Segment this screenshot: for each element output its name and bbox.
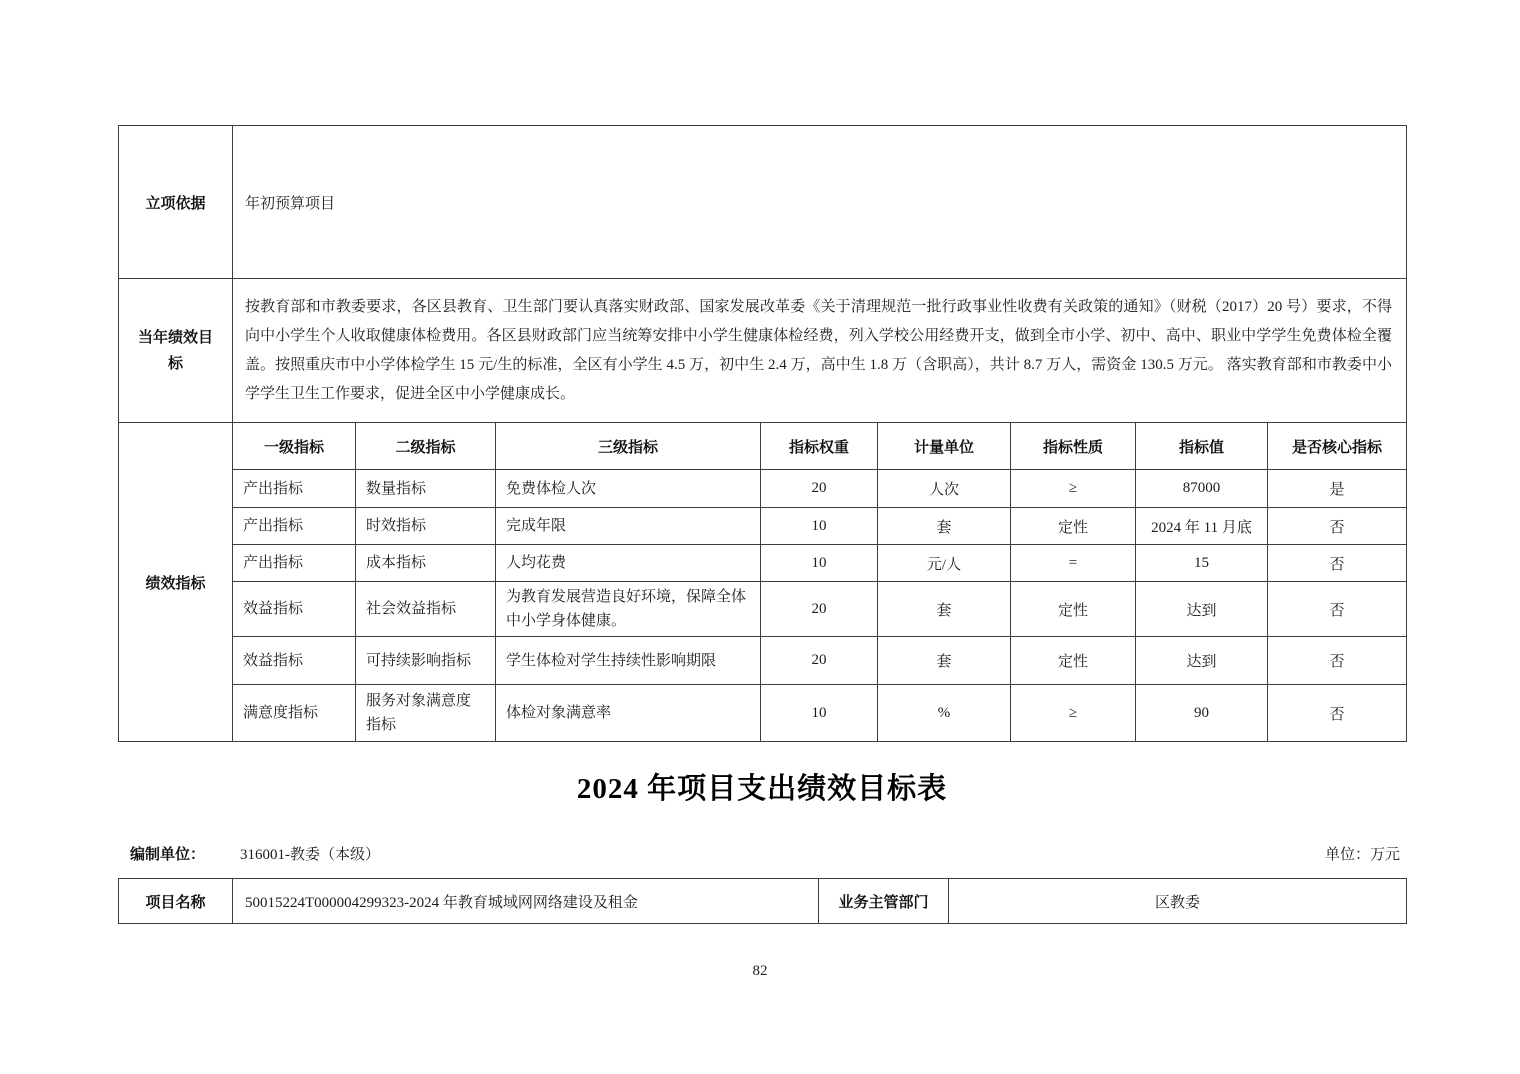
cell-nature: 定性 <box>1011 582 1136 637</box>
cell-level1: 产出指标 <box>233 470 356 508</box>
cell-level3: 学生体检对学生持续性影响期限 <box>496 637 761 685</box>
indicator-row <box>119 685 1407 742</box>
cell-core: 否 <box>1268 685 1407 742</box>
cell-core: 是 <box>1268 470 1407 508</box>
cell-level2: 社会效益指标 <box>356 582 496 637</box>
header-level1: 一级指标 <box>233 423 356 470</box>
annual-goal-value: 按教育部和市教委要求，各区县教育、卫生部门要认真落实财政部、国家发展改革委《关于清理规范一批行政事业性收费有关政策的通知》（财税（2017）20 号）要求，不得向中小学生个人收取健康体检费用。各区县财政部门应当统筹安排中小学生健康体检经费，列入学校公用经费开支，做到全市小学、初中、高中、职业中学学生免费体检全覆盖。按照重庆市中小学体检学生 15 元/生的标准，全区有小学生 4.5 万，初中生 2.4 万，高中生 1.8 万（含职高），共计 8.7 万人，需资金 130.5 万元。 落实教育部和市教委中小学学生卫生工作要求，促进全区中小学健康成长。 <box>233 279 1407 423</box>
cell-nature: ≥ <box>1011 685 1136 742</box>
cell-level3: 体检对象满意率 <box>496 685 761 742</box>
cell-value: 达到 <box>1136 637 1268 685</box>
cell-core: 否 <box>1268 545 1407 582</box>
cell-level1: 效益指标 <box>233 582 356 637</box>
annual-goal-label <box>119 279 233 423</box>
header-level3: 三级指标 <box>496 423 761 470</box>
cell-level3: 免费体检人次 <box>496 470 761 508</box>
indicator-header-row <box>119 423 1407 470</box>
page-title: 2024 年项目支出绩效目标表 <box>576 773 948 805</box>
cell-weight: 10 <box>761 685 878 742</box>
cell-level2-text: 服务对象满意度指标 <box>366 693 472 733</box>
row-project-basis <box>119 126 1407 279</box>
cell-unit: 套 <box>878 582 1011 637</box>
header-value: 指标值 <box>1136 423 1268 470</box>
cell-level1: 产出指标 <box>233 508 356 545</box>
competent-department-value: 区教委 <box>949 879 1407 924</box>
cell-value: 达到 <box>1136 582 1268 637</box>
project-basis-label: 立项依据 <box>119 126 233 279</box>
cell-nature: 定性 <box>1011 508 1136 545</box>
header-unit: 计量单位 <box>878 423 1011 470</box>
header-weight: 指标权重 <box>761 423 878 470</box>
project-basis-value: 年初预算项目 <box>233 126 1407 279</box>
cell-nature: = <box>1011 545 1136 582</box>
project-info-table <box>118 878 1407 924</box>
cell-nature: ≥ <box>1011 470 1136 508</box>
cell-weight: 20 <box>761 470 878 508</box>
cell-unit: 元/人 <box>878 545 1011 582</box>
cell-level3: 人均花费 <box>496 545 761 582</box>
performance-target-table <box>118 125 1407 742</box>
compiling-unit-label: 编制单位： <box>130 846 206 863</box>
indicator-row <box>119 582 1407 637</box>
cell-nature: 定性 <box>1011 637 1136 685</box>
header-level2: 二级指标 <box>356 423 496 470</box>
cell-level2: 数量指标 <box>356 470 496 508</box>
performance-indicator-label: 绩效指标 <box>119 423 233 742</box>
cell-unit: % <box>878 685 1011 742</box>
meta-row <box>118 843 1406 865</box>
cell-value: 15 <box>1136 545 1268 582</box>
cell-unit: 套 <box>878 508 1011 545</box>
currency-unit-note: 单位：万元 <box>1324 847 1400 863</box>
cell-weight: 10 <box>761 508 878 545</box>
cell-level3: 完成年限 <box>496 508 761 545</box>
cell-core: 否 <box>1268 582 1407 637</box>
row-annual-goal <box>119 279 1407 423</box>
indicator-row <box>119 508 1407 545</box>
competent-department-label: 业务主管部门 <box>819 879 949 924</box>
compiling-unit-value: 316001-教委（本级） <box>240 847 380 863</box>
cell-level2: 成本指标 <box>356 545 496 582</box>
cell-level2: 时效指标 <box>356 508 496 545</box>
cell-level1: 效益指标 <box>233 637 356 685</box>
header-nature: 指标性质 <box>1011 423 1136 470</box>
cell-value: 90 <box>1136 685 1268 742</box>
project-name-label: 项目名称 <box>119 879 233 924</box>
header-core: 是否核心指标 <box>1268 423 1407 470</box>
cell-weight: 20 <box>761 582 878 637</box>
cell-unit: 人次 <box>878 470 1011 508</box>
cell-value: 87000 <box>1136 470 1268 508</box>
project-name-value: 50015224T000004299323-2024 年教育城域网网络建设及租金 <box>233 879 819 924</box>
cell-level2: 可持续影响指标 <box>356 637 496 685</box>
page-number: 82 <box>752 963 768 979</box>
indicator-row <box>119 470 1407 508</box>
indicator-row <box>119 545 1407 582</box>
cell-unit: 套 <box>878 637 1011 685</box>
cell-weight: 20 <box>761 637 878 685</box>
cell-weight: 10 <box>761 545 878 582</box>
project-info-row <box>119 879 1407 924</box>
annual-goal-label-text: 当年绩效目标 <box>137 328 213 372</box>
cell-level3: 为教育发展营造良好环境，保障全体中小学身体健康。 <box>496 582 761 637</box>
cell-level1: 满意度指标 <box>233 685 356 742</box>
cell-level1: 产出指标 <box>233 545 356 582</box>
cell-core: 否 <box>1268 508 1407 545</box>
cell-core: 否 <box>1268 637 1407 685</box>
indicator-row <box>119 637 1407 685</box>
cell-value: 2024 年 11 月底 <box>1136 508 1268 545</box>
cell-level2 <box>356 685 496 742</box>
